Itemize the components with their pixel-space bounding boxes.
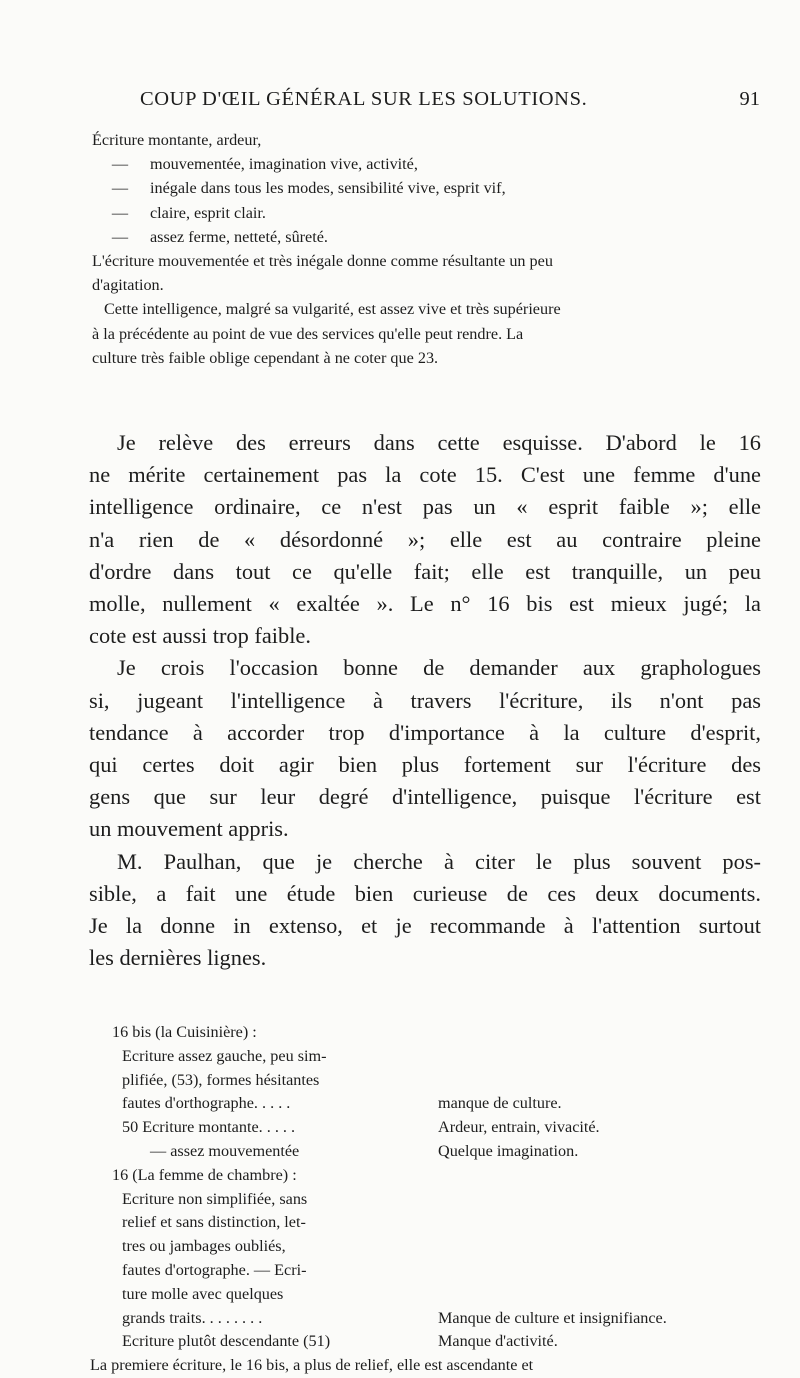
text-line: un mouvement appris. xyxy=(89,816,289,842)
paragraph-2 xyxy=(89,652,761,845)
main-text xyxy=(89,427,761,974)
analysis-line: fautes d'ortographe. — Ecri- xyxy=(122,1260,307,1279)
page-number: 91 xyxy=(739,88,760,110)
summary-paragraph-line: d'agitation. xyxy=(92,276,164,295)
text-line: ne mérite certainement pas la cote 15. C'est une femme d'une xyxy=(89,462,761,488)
summary-paragraph-line: Cette intelligence, malgré sa vulgarité, est assez vive et très supérieure xyxy=(104,300,561,319)
analysis-line: grands traits. . . . . . . . Manque de culture et insignifiance. xyxy=(122,1308,667,1327)
analysis-line: tres ou jambages oubliés, xyxy=(122,1237,286,1256)
text-line: Je la donne in extenso, et je recommande à l'attention surtout xyxy=(89,913,761,939)
analysis-line: 50 Ecriture montante. . . . . Ardeur, entrain, vivacité. xyxy=(122,1118,600,1137)
summary-paragraph-line: L'écriture mouvementée et très inégale donne comme résultante un peu xyxy=(92,252,553,271)
analysis-line: La premiere écriture, le 16 bis, a plus de relief, elle est ascendante et xyxy=(90,1356,534,1375)
text-line: si, jugeant l'intelligence à travers l'écriture, ils n'ont pas xyxy=(89,687,761,713)
summary-line: — mouvementée, imagination vive, activité, xyxy=(111,155,418,174)
analysis-line: 16 (La femme de chambre) : xyxy=(112,1165,297,1184)
text-line: cote est aussi trop faible. xyxy=(89,623,311,649)
text-line: sible, a fait une étude bien curieuse de ces deux documents. xyxy=(89,880,761,906)
running-header xyxy=(90,88,760,120)
paragraph-1 xyxy=(89,427,761,652)
text-line: Je relève des erreurs dans cette esquisse. D'abord le 16 xyxy=(117,430,761,455)
text-line: gens que sur leur degré d'intelligence, puisque l'écriture est xyxy=(89,784,761,810)
text-line: d'ordre dans tout ce qu'elle fait; elle est tranquille, un peu xyxy=(89,558,761,584)
summary-paragraph-line: à la précédente au point de vue des services qu'elle peut rendre. La xyxy=(92,324,524,343)
analysis-line: Ecriture plutôt descendante (51) Manque d'activité. xyxy=(122,1332,558,1351)
text-line: les dernières lignes. xyxy=(89,945,267,971)
analysis-line: Ecriture non simplifiée, sans xyxy=(122,1189,308,1208)
text-line: intelligence ordinaire, ce n'est pas un « esprit faible »; elle xyxy=(89,494,761,520)
analysis-line: relief et sans distinction, let- xyxy=(122,1213,306,1232)
text-line: tendance à accorder trop d'importance à la culture d'esprit, xyxy=(89,719,761,745)
analysis-line: fautes d'orthographe. . . . . manque de culture. xyxy=(122,1094,562,1113)
analysis-line: plifiée, (53), formes hésitantes xyxy=(122,1070,320,1089)
summary-line: — assez ferme, netteté, sûreté. xyxy=(111,227,328,246)
analysis-line: ture molle avec quelques xyxy=(122,1284,284,1303)
text-line: n'a rien de « désordonné »; elle est au contraire pleine xyxy=(89,526,761,552)
header-title: COUP D'ŒIL GÉNÉRAL SUR LES SOLUTIONS. xyxy=(140,88,588,110)
summary-line: — inégale dans tous les modes, sensibilité vive, esprit vif, xyxy=(111,179,506,198)
summary-paragraph-line: culture très faible oblige cependant à ne coter que 23. xyxy=(92,348,439,367)
graphology-summary xyxy=(92,128,772,370)
analysis-line: 16 bis (la Cuisinière) : xyxy=(112,1023,257,1041)
paulhan-analysis xyxy=(90,1021,770,1378)
analysis-line: Ecriture assez gauche, peu sim- xyxy=(122,1046,327,1065)
analysis-line: — assez mouvementée Quelque imagination. xyxy=(150,1141,579,1160)
summary-line: Écriture montante, ardeur, xyxy=(92,131,262,149)
text-line: M. Paulhan, que je cherche à citer le plus souvent pos- xyxy=(117,848,761,874)
text-line: qui certes doit agir bien plus fortement sur l'écriture des xyxy=(89,752,761,778)
paragraph-3 xyxy=(89,846,761,975)
text-line: Je crois l'occasion bonne de demander aux graphologues xyxy=(117,655,761,681)
summary-line: — claire, esprit clair. xyxy=(111,203,266,222)
text-line: molle, nullement « exaltée ». Le n° 16 bis est mieux jugé; la xyxy=(89,591,761,617)
